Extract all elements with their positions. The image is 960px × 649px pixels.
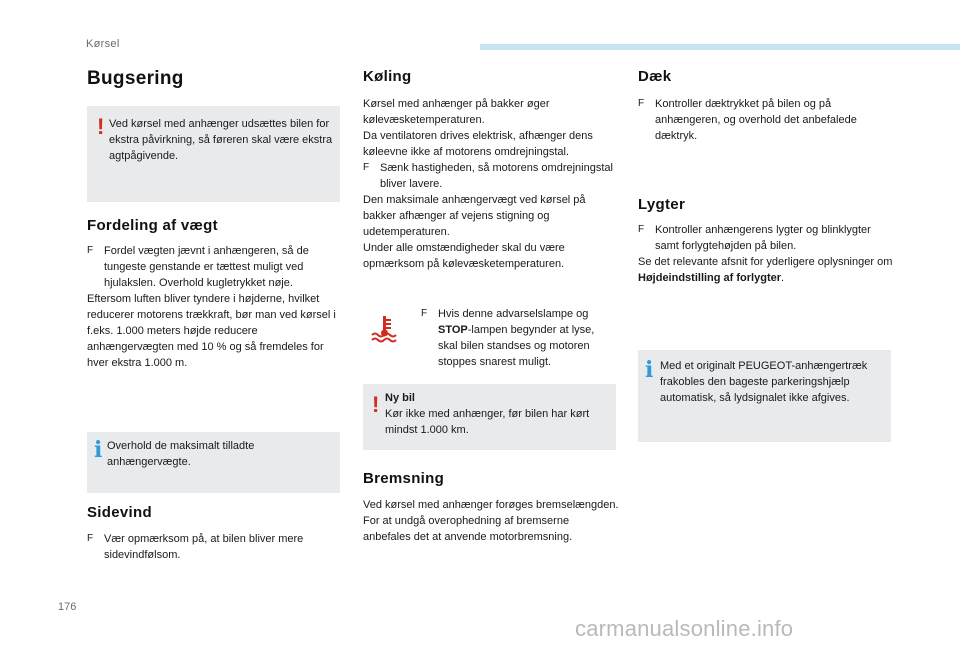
info-box-weight: [87, 432, 340, 493]
heading-sidewind: Sidevind: [87, 504, 152, 521]
lamp-content: [421, 306, 616, 370]
lamp-bullet: [421, 306, 616, 370]
tyres-bullet-text: Kontroller dæktrykket på bilen og på anhængeren, og overhold det anbefalede dæktryk.: [655, 98, 857, 142]
tyres-bullet: [638, 96, 892, 144]
info-icon: i: [94, 437, 103, 463]
new-car-content: [385, 390, 613, 438]
info-box-parking: [638, 350, 891, 442]
lights-see-pre: Se det relevante afsnit for yderligere oplysninger om: [638, 256, 893, 268]
cooling-intro: Kørsel med anhænger på bakker øger kølevæsketemperaturen.: [363, 98, 550, 126]
weight-bullet-text: Fordel vægten jævnt i anhængeren, så de tungeste genstande er tættest muligt ved hjulakslen. Overhold kugletrykket nøje.: [104, 245, 309, 289]
bullet-marker: F: [638, 98, 645, 109]
header-accent-bar: [480, 44, 960, 50]
new-car-warning-box: [363, 384, 616, 450]
cooling-bullet-text: Sænk hastigheden, så motorens omdrejningstal bliver lavere.: [380, 162, 613, 190]
cooling-fan: Da ventilatoren drives elektrisk, afhænger dens køleevne ikke af motorens omdrejningstal.: [363, 130, 593, 158]
cooling-max-weight: Den maksimale anhængervægt ved kørsel på bakker afhænger af vejens stigning og udetemperaturen.: [363, 194, 586, 238]
lights-bullet: [638, 222, 894, 254]
warning-exclamation-icon: !: [372, 392, 380, 417]
bullet-marker: F: [421, 308, 428, 319]
coolant-temperature-icon: [368, 313, 400, 345]
lamp-text-pre: Hvis denne advarselslampe og: [438, 308, 589, 320]
page-number: 176: [58, 601, 77, 613]
lights-see-link: Højdeindstilling af forlygter: [638, 272, 782, 284]
sidewind-content: [87, 531, 340, 563]
warning-text: Ved kørsel med anhænger udsættes bilen for ekstra påvirkning, så føreren skal være ekstra agtpågivende.: [109, 118, 333, 162]
new-car-title: Ny bil: [385, 392, 415, 404]
info-text-weight: Overhold de maksimalt tilladte anhængervægte.: [107, 440, 255, 468]
new-car-text: Kør ikke med anhænger, før bilen har kørt mindst 1.000 km.: [385, 408, 590, 436]
bullet-marker: F: [87, 533, 94, 544]
bullet-marker: F: [87, 245, 94, 256]
bullet-marker: F: [363, 162, 370, 173]
heading-cooling: Køling: [363, 68, 412, 85]
lamp-text-stop: STOP: [438, 324, 468, 336]
lights-bullet-text: Kontroller anhængerens lygter og blinklygter samt forlygtehøjden på bilen.: [655, 224, 871, 252]
section-label: Kørsel: [86, 38, 120, 50]
sidewind-bullet-text: Vær opmærksom på, at bilen bliver mere sidevindfølsom.: [104, 533, 304, 561]
heading-weight: Fordeling af vægt: [87, 217, 218, 234]
page-title: Bugsering: [87, 68, 184, 89]
watermark: carmanualsonline.info: [575, 616, 794, 641]
info-text-parking: Med et originalt PEUGEOT-anhængertræk frakobles den bageste parkeringshjælp automatisk, så lydsignalet ikke afgives.: [660, 360, 868, 404]
lights-see-also: [638, 254, 894, 286]
lamp-text-post: -lampen begynder at lyse, skal bilen standses og motoren stoppes snarest muligt.: [438, 324, 595, 368]
sidewind-bullet: [87, 531, 340, 563]
weight-content: [87, 243, 340, 371]
bullet-marker: F: [638, 224, 645, 235]
warning-box: [87, 106, 340, 202]
warning-exclamation-icon: !: [97, 114, 105, 139]
tyres-content: [638, 96, 892, 144]
weight-bullet: [87, 243, 340, 291]
braking-text2: For at undgå overophedning af bremserne anbefales det at anvende motorbremsning.: [363, 515, 573, 543]
heading-lights: Lygter: [638, 196, 686, 213]
cooling-bullet: [363, 160, 619, 192]
lights-see-post: .: [781, 272, 785, 284]
weight-paragraph: Eftersom luften bliver tyndere i højderne, hvilket reducerer motorens trækkraft, bør man ved kørsel i f.eks. 1.000 meters højde reducere anhængervægten med 10 % og så fremdeles for hver ekstra 1.000 m.: [87, 293, 336, 369]
braking-content: [363, 497, 619, 545]
info-icon: i: [645, 357, 654, 383]
braking-text1: Ved kørsel med anhænger forøges bremselængden.: [363, 499, 619, 511]
cooling-attention: Under alle omstændigheder skal du være opmærksom på kølevæsketemperaturen.: [363, 242, 565, 270]
heading-tyres: Dæk: [638, 68, 672, 85]
heading-braking: Bremsning: [363, 470, 445, 487]
lights-content: [638, 222, 894, 286]
cooling-content: [363, 96, 619, 272]
